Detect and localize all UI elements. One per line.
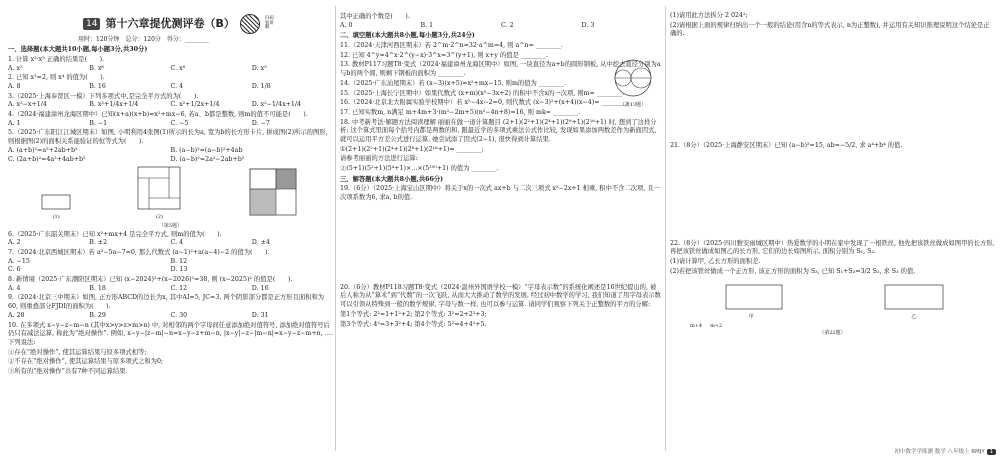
question-text: 21.（8分）（2025·上海静安区期末）已知 (a−b)²=15, ab=−5/2, 求 a⁴+b⁴ 的值. xyxy=(670,142,903,150)
answer-option[interactable]: B. 1 xyxy=(420,21,434,29)
column-divider xyxy=(335,6,336,451)
question-text: 7.（2024·北京西城区期末）若 a²−5a−7=0, 那么代数式 (a−1)²+a(a−4)−2 的值为( ). xyxy=(8,249,270,257)
question-text: 19.（6分）（2025·上海宝山区期中）将关于x的一次式 ax+b 与二次三项式 x²−2x+1 相乘, 积中不含二次项, 且一次项系数为6, 求a, b的值. xyxy=(340,185,660,202)
answer-options xyxy=(8,65,333,74)
answer-option[interactable]: D. 13 xyxy=(170,266,188,274)
answer-option[interactable]: A. 2 xyxy=(8,239,21,247)
answer-options xyxy=(8,266,333,275)
question-text: 13. 教材P117习题T8·变式（2024·福建漳州龙海区期中）如图, 一块直径为a+b的圆形钢板, 从中挖去直径分别为a与b的两个圆, 则剩下钢板的面积为 ________. xyxy=(340,61,661,78)
answer-option[interactable]: A. 0 xyxy=(340,21,353,29)
figure-label: 乙 xyxy=(911,314,917,321)
qr-code-icon[interactable] xyxy=(240,14,260,34)
answer-option[interactable]: C. −5 xyxy=(170,119,189,127)
question-text: 请参考丽丽的方法进行运算: xyxy=(340,155,418,163)
answer-option[interactable]: D. 3 xyxy=(581,21,595,29)
figure-13 xyxy=(608,58,658,109)
answer-option[interactable]: D. (a−b)²=2a²−2ab+b² xyxy=(170,155,245,163)
answer-option[interactable]: A. x²−x+1/4 xyxy=(8,101,47,109)
column-right xyxy=(670,0,995,457)
question-text: 4.（2024·福建漳州龙海区期中）已知(x+a)(x+b)=x²+mx−6, 若a、b都是整数, 则m的值不可能是( ). xyxy=(8,111,308,119)
scan-label: 扫码看讲解 xyxy=(264,15,274,31)
side-label: m+4 xyxy=(690,323,703,330)
figure-13-circles xyxy=(608,58,658,98)
answer-options xyxy=(8,156,333,165)
rectangle-yi xyxy=(879,279,949,311)
exam-header xyxy=(83,14,333,34)
section-heading: 二、填空题(本大题共8小题,每小题3分,共24分) xyxy=(340,32,475,40)
figure-label: 甲 xyxy=(748,314,754,321)
question-text: 10. 在多项式 x−y−z−m−n (其中x>y>z>m>n) 中, 对相邻的两个字母间任意添加绝对值符号, 添加绝对值符号后仍只有减法运算, 称此为“绝对操作”. 例如, x−y−|z−m|−n=x−y−z+m−n, |x−y|−z−|m−n|=x−y−z−m+n, …. 下列说法: xyxy=(8,321,333,346)
answer-option[interactable]: B. 29 xyxy=(89,311,106,319)
figure-label: (2) xyxy=(155,213,164,220)
answer-option[interactable]: B. (a−b)²=(a−b)²+4ab xyxy=(170,146,243,154)
answer-options xyxy=(8,120,333,129)
page-number: 1 xyxy=(987,449,997,455)
answer-option[interactable]: A. 8 xyxy=(8,83,21,91)
section-heading: 一、选择题(本大题共10小题,每小题3分,共30分) xyxy=(8,46,148,54)
figure-caption: （第22题） xyxy=(819,329,846,336)
question-text: 14.（2025·广东汕尾期末）若 (x−3)(x+5)=x²+mx−15, 则m的值为 ________. xyxy=(340,79,566,87)
answer-options xyxy=(8,239,333,248)
answer-option[interactable]: B. ±2 xyxy=(89,239,108,247)
questions-block xyxy=(670,142,995,151)
answer-option[interactable]: A. 28 xyxy=(8,311,25,319)
answer-options xyxy=(340,22,662,31)
question-text: ③所有的“绝对操作”共有7种不同运算结果. xyxy=(8,367,128,375)
answer-option[interactable]: B. 18 xyxy=(89,284,106,292)
question-text: 18. 中考新考法·解题方法阅读理解 丽丽在做一道计算题目 (2+1)(2²+1)(2⁴+1)(2⁸+1)(2¹⁶+1) 时, 想到了这样分析: 这个算式里面每个括号内都是两数的和, 跟最近学的多项式乘法公式作比较, 发现如果添加两数差作为新面因式, 就可以运用平方差公式进行运算, 她尝试添了因式(2−1), 很快得到计算结果. xyxy=(340,118,657,143)
answer-option[interactable]: C. 4 xyxy=(170,239,184,247)
answer-option[interactable]: D. x²−1/4x+1/4 xyxy=(251,101,302,109)
answer-option[interactable]: A. x⁵ xyxy=(8,64,23,72)
question-text: 15.（2025·上海长宁区期中）如果代数式 (x+m)(x²−3x+2) 的积中不含x的一次项, 则m= ________. xyxy=(340,89,624,97)
rectangle-jia xyxy=(716,279,786,311)
question-text: (1)请计算甲, 乙长方形的面积差. xyxy=(670,258,761,266)
answer-options xyxy=(8,83,333,92)
answer-option[interactable]: D. −7 xyxy=(251,119,270,127)
answer-option[interactable]: A. 4 xyxy=(8,284,21,292)
question-text: (1)请用此方法拆分 2 024²; xyxy=(670,12,748,19)
page-title: 第十六章提优测评卷（B） xyxy=(105,17,235,31)
question-text: ②不存在“绝对操作”, 使其运算结果与原多项式之和为0; xyxy=(8,358,164,366)
question-text: 第3个等式: 4²=3+3²+4; 第4个等式: 5²=4+4²+5. xyxy=(340,320,487,328)
answer-option[interactable]: B. x⁶ xyxy=(89,64,104,72)
answer-option[interactable]: A. −15 xyxy=(8,257,30,265)
question-text: 22.（8分）（2025·四川雅安雨城区期中）热爱数学的小明在家中发现了一根铁丝, 他先把该铁丝做成如图甲的长方形, 再把该铁丝做成如图乙的长方形, 它们的边长如图所示, 面积分别为 S₁, S₂. xyxy=(670,239,995,256)
questions-block xyxy=(8,231,333,377)
answer-options xyxy=(8,312,333,321)
figure-22 xyxy=(670,279,995,322)
answer-option[interactable]: C. 30 xyxy=(170,311,188,319)
exam-meta: 用时：120分钟 总分：120分 得分：________ xyxy=(78,36,209,43)
questions-block xyxy=(670,240,995,277)
page-footer xyxy=(894,447,996,455)
answer-option[interactable]: C. x²+1/2x+1/4 xyxy=(170,101,220,109)
question-text: 17. 已知实数m, n满足 m+4m+3·(m²−2m+5)(n²−4n+8)=16, 则 mk= ________. xyxy=(340,108,581,116)
chapter-number: 14 xyxy=(83,18,100,30)
side-label: m+2 xyxy=(710,323,723,330)
question-text: 8. 新情境（2025·广东潮阳区期末）已知 (x−2024)²+(x−2026)²=38, 则 (x−2025)² 的值是( ). xyxy=(8,276,293,284)
figure-label: (1) xyxy=(52,213,60,220)
question-text: 其中正确的个数是( ). xyxy=(340,13,410,20)
question-text: 2. 已知 x²=2, 则 x⁴ 的值为( ). xyxy=(8,74,105,82)
question-text: 1. 计算 x²·x³ 正确的结果是( ). xyxy=(8,55,105,63)
answer-option[interactable]: C. 12 xyxy=(170,284,188,292)
question-text: 5.（2025·广东阳江江城区期末）如图, 小明利用4张图(1)所示的长为a, 宽为b的长方形卡片, 拼成图(2)所示的图形, 则根据图(2)的面积关系能验证的恒等式为( ). xyxy=(8,129,328,146)
question-text: (2)请根据上面的规律归纳出一个一般的结论(用含n的等式表示, n为正整数), 并运用有关知识推理说明这个结论是正确的. xyxy=(670,21,990,38)
question-text: 11.（2024·天津河西区期末）若 2^m·2^n=32·a^m=4, 则 a^n= ________. xyxy=(340,42,564,50)
question-text: 第1个等式: 2²=1+1²+2; 第2个等式: 3²=2+2²+3; xyxy=(340,310,487,318)
question-text: (2)若把该铁丝做成一个正方形, 该正方形的面积为 S₃, 已知 S₁+S₃=3/2 S₂, 求 S₃ 的值. xyxy=(670,267,916,275)
section-heading: 三、解答题(本大题共8小题,共66分) xyxy=(340,175,444,183)
question-text: 3.（2025·上海奉贤区一模）下列多项式中,是完全平方式的为( ). xyxy=(8,92,199,100)
figure-caption: （第5题） xyxy=(158,222,183,229)
answer-option[interactable]: C. 2 xyxy=(501,21,514,29)
questions-block xyxy=(340,284,662,329)
questions-block xyxy=(670,12,995,39)
question-text: 9.（2024·北京三中期末）如图, 正方形ABCD的边长为x, 其中AI=5, JC=3, 两个阴影部分都是正方形且面积和为60, 则重叠部分FJDI的面积为( ). xyxy=(8,294,325,311)
answer-option[interactable]: C. (2a+b)²=4a²+4ab+b² xyxy=(8,155,86,163)
answer-option[interactable]: C. x⁸ xyxy=(170,64,186,72)
figure-9-square xyxy=(248,167,300,217)
figure-caption: （第13题） xyxy=(619,101,647,108)
answer-option[interactable]: D. 16 xyxy=(251,284,269,292)
answer-option[interactable]: D. ±4 xyxy=(251,239,270,247)
question-text: ①(2+1)(2²+1)(2⁴+1)(2⁸+1)(2¹⁶+1)= ________; xyxy=(340,145,484,153)
answer-option[interactable]: B. 12 xyxy=(170,257,188,265)
question-text: ①存在“绝对操作”, 使其运算结果与原多项式相等; xyxy=(8,348,147,356)
answer-option[interactable]: B. x²+1/4x+1/4 xyxy=(89,101,139,109)
answer-option[interactable]: B. −1 xyxy=(89,119,108,127)
figure-5-card xyxy=(41,194,71,210)
answer-option[interactable]: D. 1/8 xyxy=(251,83,271,91)
column-left xyxy=(8,0,333,457)
footer-text: 初中数学学练测 数学 八年级上 RMJY xyxy=(894,449,985,455)
column-middle xyxy=(340,0,662,457)
figure-5 xyxy=(8,166,333,221)
figure-5-square xyxy=(137,166,181,210)
column-divider xyxy=(665,6,666,451)
answer-options xyxy=(8,147,333,156)
answer-option[interactable]: D. x⁹ xyxy=(251,64,267,72)
questions-block xyxy=(8,46,333,164)
answer-option[interactable]: B. 16 xyxy=(89,83,106,91)
answer-options xyxy=(8,101,333,110)
answer-option[interactable]: C. 4 xyxy=(170,83,184,91)
answer-option[interactable]: C. 6 xyxy=(8,266,21,274)
answer-option[interactable]: D. 31 xyxy=(251,311,269,319)
answer-options xyxy=(8,285,333,294)
question-text: 20.（6分）教材P118习题T8·变式（2024·温州外国语学校一模）“字母表示数”的系统化阐述是16世纪提出的, 被后人称为从“算术”到“代数”的一次飞跃, 从而大大推动了数学的发展. 经过初中数学的学习, 我们知道了用字母表示数可以引领从特殊到一般的数学规律, 字母与数一样, 也可以参与运算. 请同学们观察下列关于正整数的平方的分解: xyxy=(340,283,661,309)
question-text: 16.（2024·北京北大附属实验学校期中）若 x²−4x−2=0, 则代数式 (x−3)²+(x+4)(x−4)= ________. xyxy=(340,99,629,107)
question-text: 6.（2025·广东韶关期末）已知 x²+mx+4 是完全平方式, 则m的值为( ). xyxy=(8,230,222,238)
answer-options xyxy=(8,258,333,267)
answer-option[interactable]: A. (a+b)²=a²+2ab+b² xyxy=(8,146,78,154)
question-text: 12. 已知 4^y=4^x·2^(y−x)·3^x=3^(y+1), 则 x+y 的值是 ________. xyxy=(340,51,549,59)
answer-option[interactable]: A. 1 xyxy=(8,119,21,127)
question-text: ②(5+1)(5²+1)(5⁴+1)×…×(5¹⁰⁰+1) 的值为 ________. xyxy=(340,165,499,172)
